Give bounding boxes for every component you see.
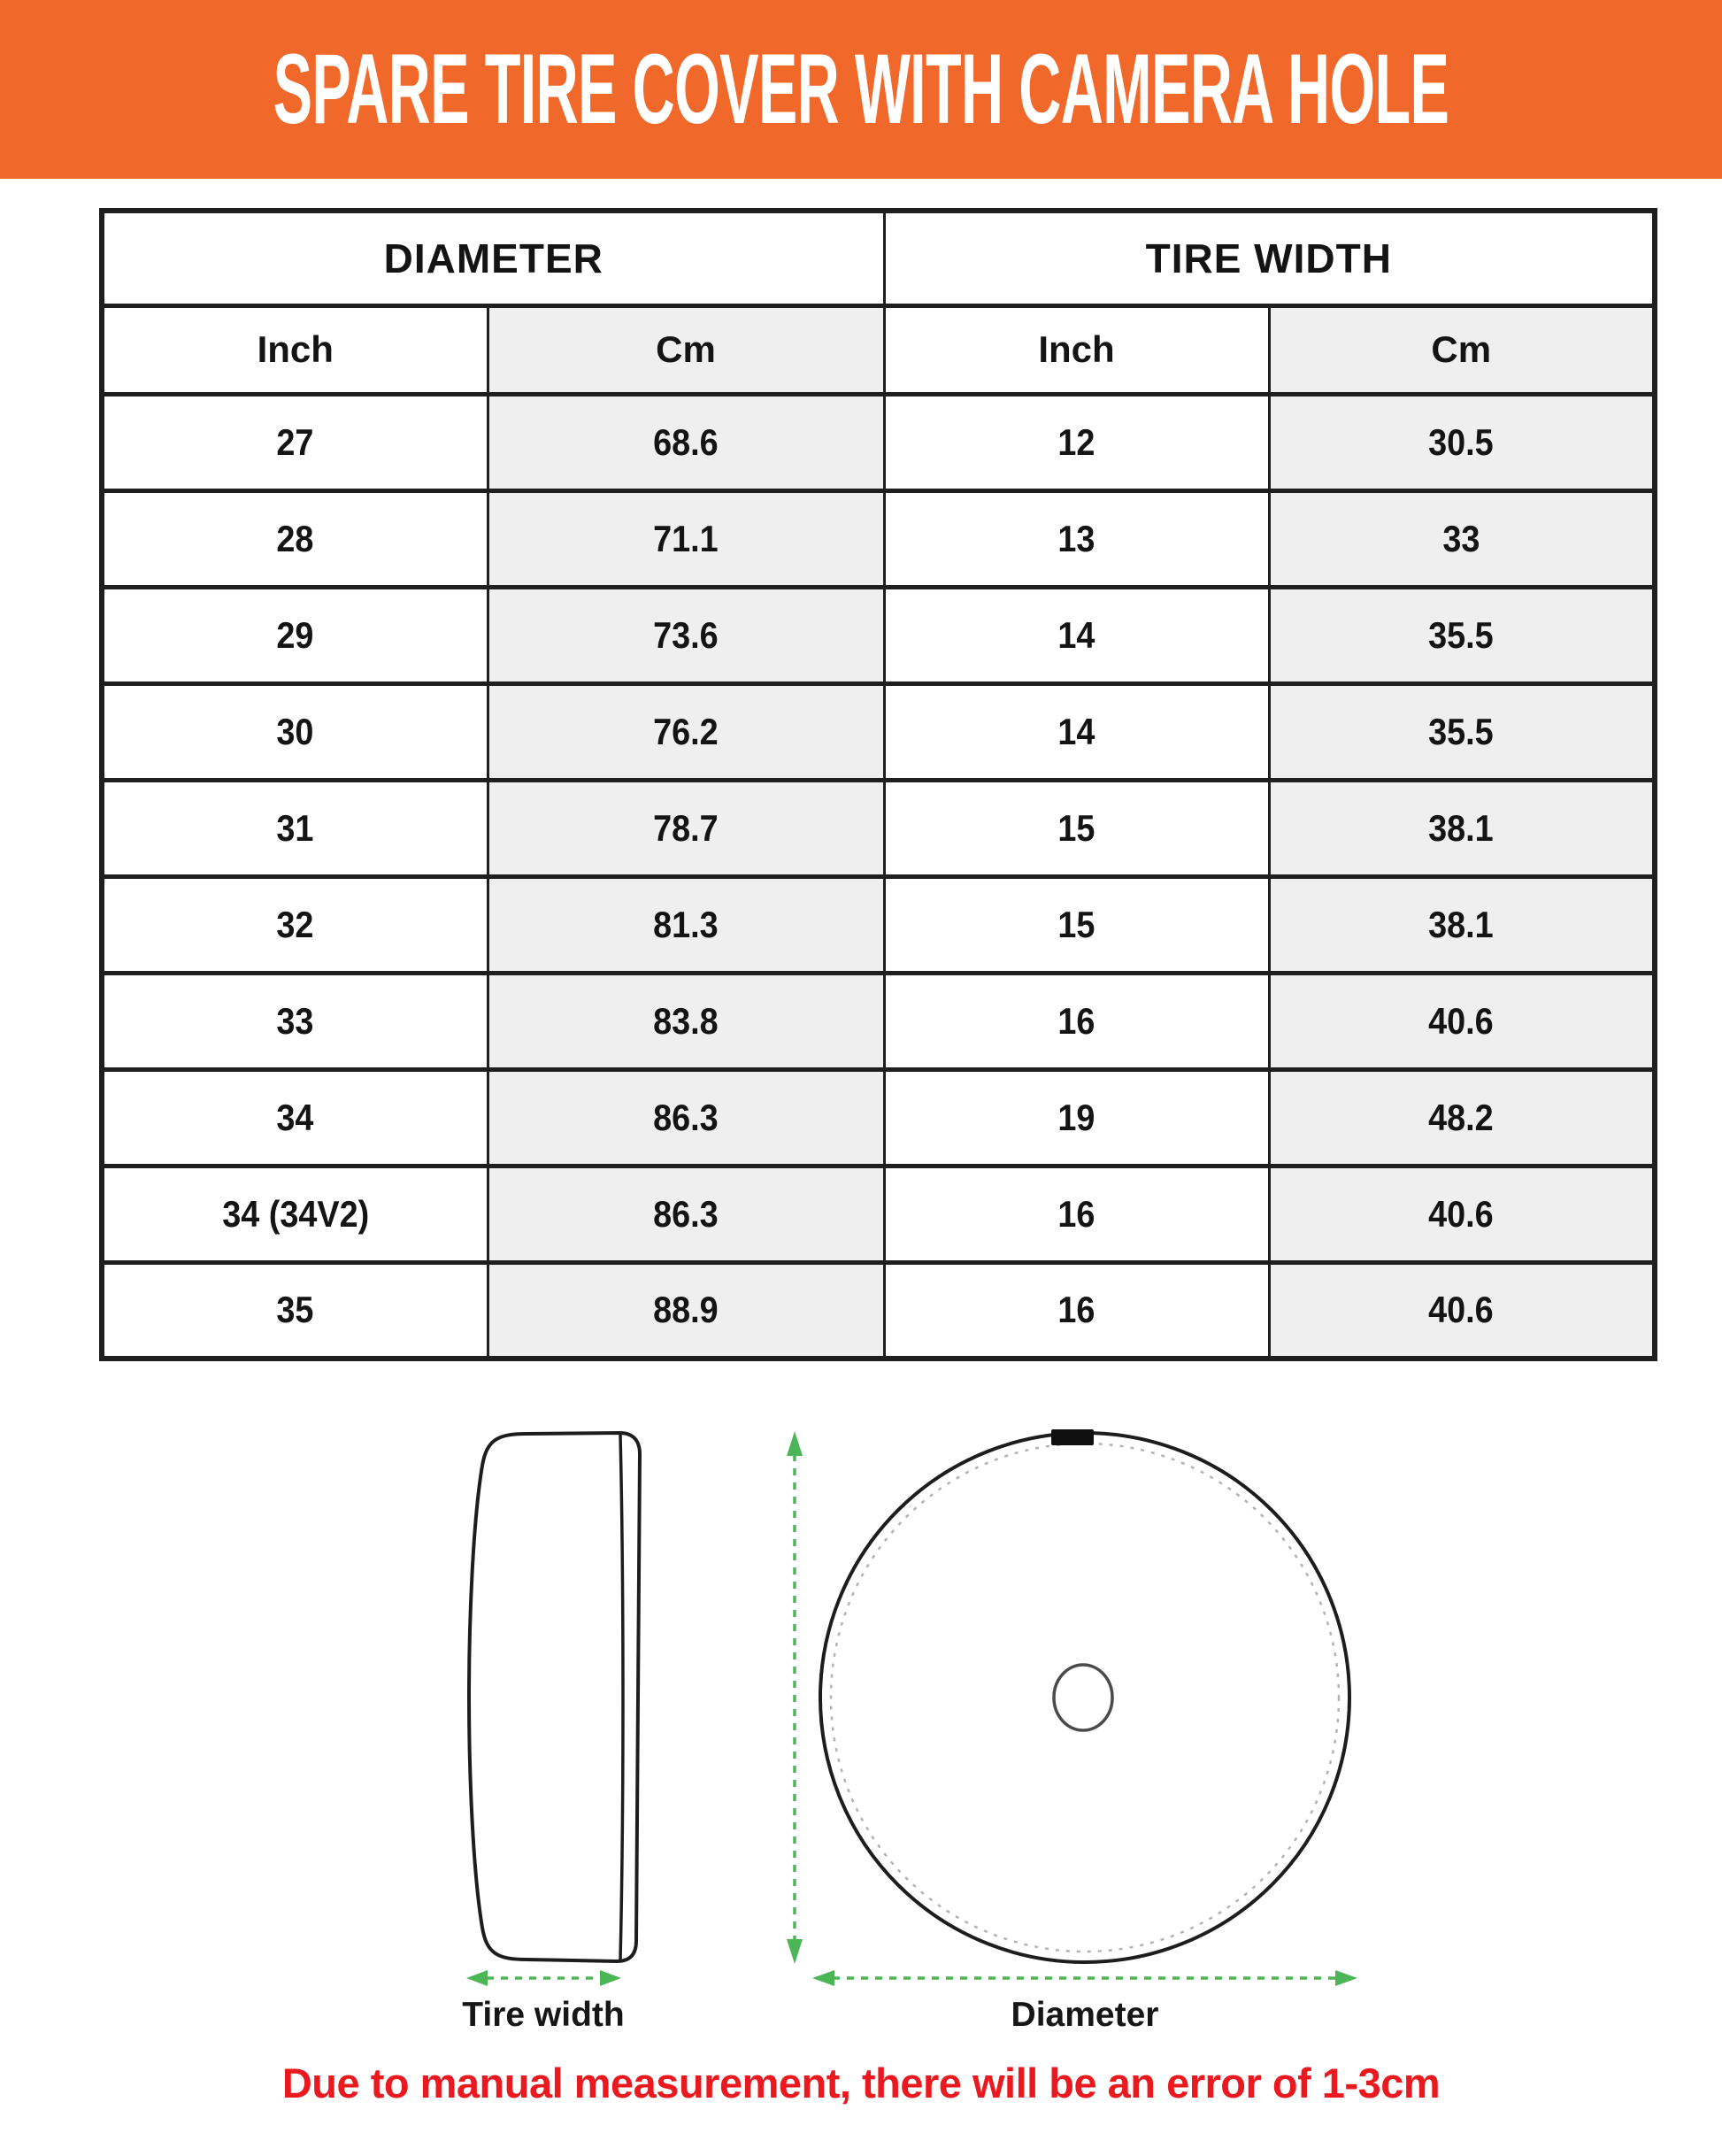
table-cell bbox=[1269, 780, 1655, 876]
table-cell bbox=[102, 876, 488, 973]
table-cell-value: 15 bbox=[1057, 806, 1095, 849]
table-cell bbox=[488, 1069, 884, 1166]
table-cell bbox=[102, 683, 488, 780]
table-cell-value: 15 bbox=[1057, 903, 1095, 945]
table-cell bbox=[884, 490, 1269, 587]
arrow-head-up-icon bbox=[787, 1431, 803, 1456]
table-cell bbox=[488, 973, 884, 1069]
table-cell-value: 34 bbox=[276, 1096, 314, 1138]
table-row bbox=[102, 1262, 1655, 1359]
table-cell-value: 40.6 bbox=[1428, 999, 1495, 1042]
table-cell-value: 86.3 bbox=[653, 1096, 719, 1138]
table-cell bbox=[1269, 587, 1655, 683]
column-header-cm-width: Cm bbox=[1269, 305, 1655, 394]
table-cell-value: 30 bbox=[276, 710, 314, 752]
table-cell-value: 12 bbox=[1057, 420, 1095, 463]
table-cell-value: 32 bbox=[276, 903, 314, 945]
arrow-head-right-icon bbox=[1335, 1970, 1357, 1986]
table-cell-value: 16 bbox=[1057, 1192, 1095, 1235]
table-cell bbox=[102, 780, 488, 876]
table-cell-value: 16 bbox=[1057, 999, 1095, 1042]
table-body bbox=[102, 394, 1655, 1359]
table-cell-value: 88.9 bbox=[653, 1289, 719, 1331]
page-title: SPARE TIRE COVER WITH CAMERA HOLE bbox=[273, 33, 1449, 145]
banner bbox=[0, 0, 1722, 179]
group-header-row bbox=[102, 211, 1655, 305]
table-cell bbox=[102, 1069, 488, 1166]
diameter-label: Diameter bbox=[1011, 1996, 1159, 2034]
table-cell-value: 35.5 bbox=[1428, 613, 1495, 656]
table-cell bbox=[488, 490, 884, 587]
table-row bbox=[102, 490, 1655, 587]
table-cell bbox=[102, 490, 488, 587]
table-cell bbox=[102, 973, 488, 1069]
column-header-inch-width: Inch bbox=[884, 305, 1269, 394]
table-cell bbox=[884, 780, 1269, 876]
table-cell bbox=[1269, 876, 1655, 973]
table-cell bbox=[884, 973, 1269, 1069]
table-cell-value: 68.6 bbox=[653, 420, 719, 463]
table-cell-value: 81.3 bbox=[653, 903, 719, 945]
table-cell bbox=[1269, 973, 1655, 1069]
camera-marker bbox=[1051, 1429, 1094, 1445]
table-cell-value: 40.6 bbox=[1428, 1192, 1495, 1235]
table-cell bbox=[1269, 1166, 1655, 1262]
arrow-head-down-icon bbox=[787, 1939, 803, 1964]
column-header-cm-diameter: Cm bbox=[488, 305, 884, 394]
table-cell-value: 19 bbox=[1057, 1096, 1095, 1138]
table-cell bbox=[488, 1262, 884, 1359]
table-cell bbox=[1269, 1069, 1655, 1166]
table-cell bbox=[884, 394, 1269, 490]
table-cell bbox=[102, 1166, 488, 1262]
table-cell bbox=[102, 1262, 488, 1359]
table-row bbox=[102, 1166, 1655, 1262]
table-row bbox=[102, 1069, 1655, 1166]
table-cell-value: 40.6 bbox=[1428, 1289, 1495, 1331]
table-cell-value: 35.5 bbox=[1428, 710, 1495, 752]
table-cell-value: 33 bbox=[276, 999, 314, 1042]
table-cell bbox=[884, 1166, 1269, 1262]
table-row bbox=[102, 876, 1655, 973]
table-cell-value: 83.8 bbox=[653, 999, 719, 1042]
table-row bbox=[102, 683, 1655, 780]
table-row bbox=[102, 394, 1655, 490]
arrow-head-left-icon bbox=[812, 1970, 834, 1986]
table-cell-value: 30.5 bbox=[1428, 420, 1495, 463]
table-row bbox=[102, 587, 1655, 683]
table-cell-value: 29 bbox=[276, 613, 314, 656]
table-cell-value: 48.2 bbox=[1428, 1096, 1495, 1138]
table-cell bbox=[488, 587, 884, 683]
table-cell-value: 34 (34V2) bbox=[221, 1192, 369, 1235]
table-cell bbox=[884, 683, 1269, 780]
group-header-tire-width: TIRE WIDTH bbox=[884, 211, 1655, 305]
table-cell-value: 33 bbox=[1442, 517, 1480, 559]
table-cell-value: 73.6 bbox=[653, 613, 719, 656]
table-cell bbox=[488, 394, 884, 490]
table-cell bbox=[488, 1166, 884, 1262]
table-cell bbox=[488, 876, 884, 973]
group-header-diameter: DIAMETER bbox=[102, 211, 884, 305]
arrow-head-left-icon bbox=[466, 1970, 488, 1986]
table-cell bbox=[884, 1069, 1269, 1166]
tire-width-label: Tire width bbox=[462, 1996, 625, 2034]
table-cell bbox=[884, 1262, 1269, 1359]
column-header-row bbox=[102, 305, 1655, 394]
table-cell-value: 14 bbox=[1057, 710, 1095, 752]
table-cell-value: 16 bbox=[1057, 1289, 1095, 1331]
column-header-inch-diameter: Inch bbox=[102, 305, 488, 394]
table-cell bbox=[1269, 683, 1655, 780]
table-cell-value: 31 bbox=[276, 806, 314, 849]
camera-hole bbox=[1054, 1665, 1112, 1730]
table-cell bbox=[488, 683, 884, 780]
table-cell-value: 86.3 bbox=[653, 1192, 719, 1235]
table-cell-value: 13 bbox=[1057, 517, 1095, 559]
table-cell bbox=[884, 876, 1269, 973]
table-cell bbox=[102, 587, 488, 683]
table-cell-value: 35 bbox=[276, 1289, 314, 1331]
table-cell bbox=[1269, 1262, 1655, 1359]
table-cell-value: 76.2 bbox=[653, 710, 719, 752]
table-cell-value: 27 bbox=[276, 420, 314, 463]
arrow-head-right-icon bbox=[600, 1970, 621, 1986]
table-cell-value: 14 bbox=[1057, 613, 1095, 656]
table-cell bbox=[1269, 490, 1655, 587]
table-cell-value: 38.1 bbox=[1428, 903, 1495, 945]
table-cell bbox=[488, 780, 884, 876]
measurement-note: Due to manual measurement, there will be an error of 1-3cm bbox=[281, 2060, 1441, 2106]
table-row bbox=[102, 780, 1655, 876]
table-cell-value: 28 bbox=[276, 517, 314, 559]
table-cell-value: 38.1 bbox=[1428, 806, 1495, 849]
table-cell bbox=[1269, 394, 1655, 490]
table-cell bbox=[102, 394, 488, 490]
table-cell-value: 78.7 bbox=[653, 806, 719, 849]
table-cell bbox=[884, 587, 1269, 683]
tire-side-view bbox=[469, 1433, 640, 1961]
tire-diagram bbox=[0, 1361, 1722, 2034]
table-row bbox=[102, 973, 1655, 1069]
size-chart-table bbox=[99, 208, 1657, 1361]
table-cell-value: 71.1 bbox=[653, 517, 719, 559]
